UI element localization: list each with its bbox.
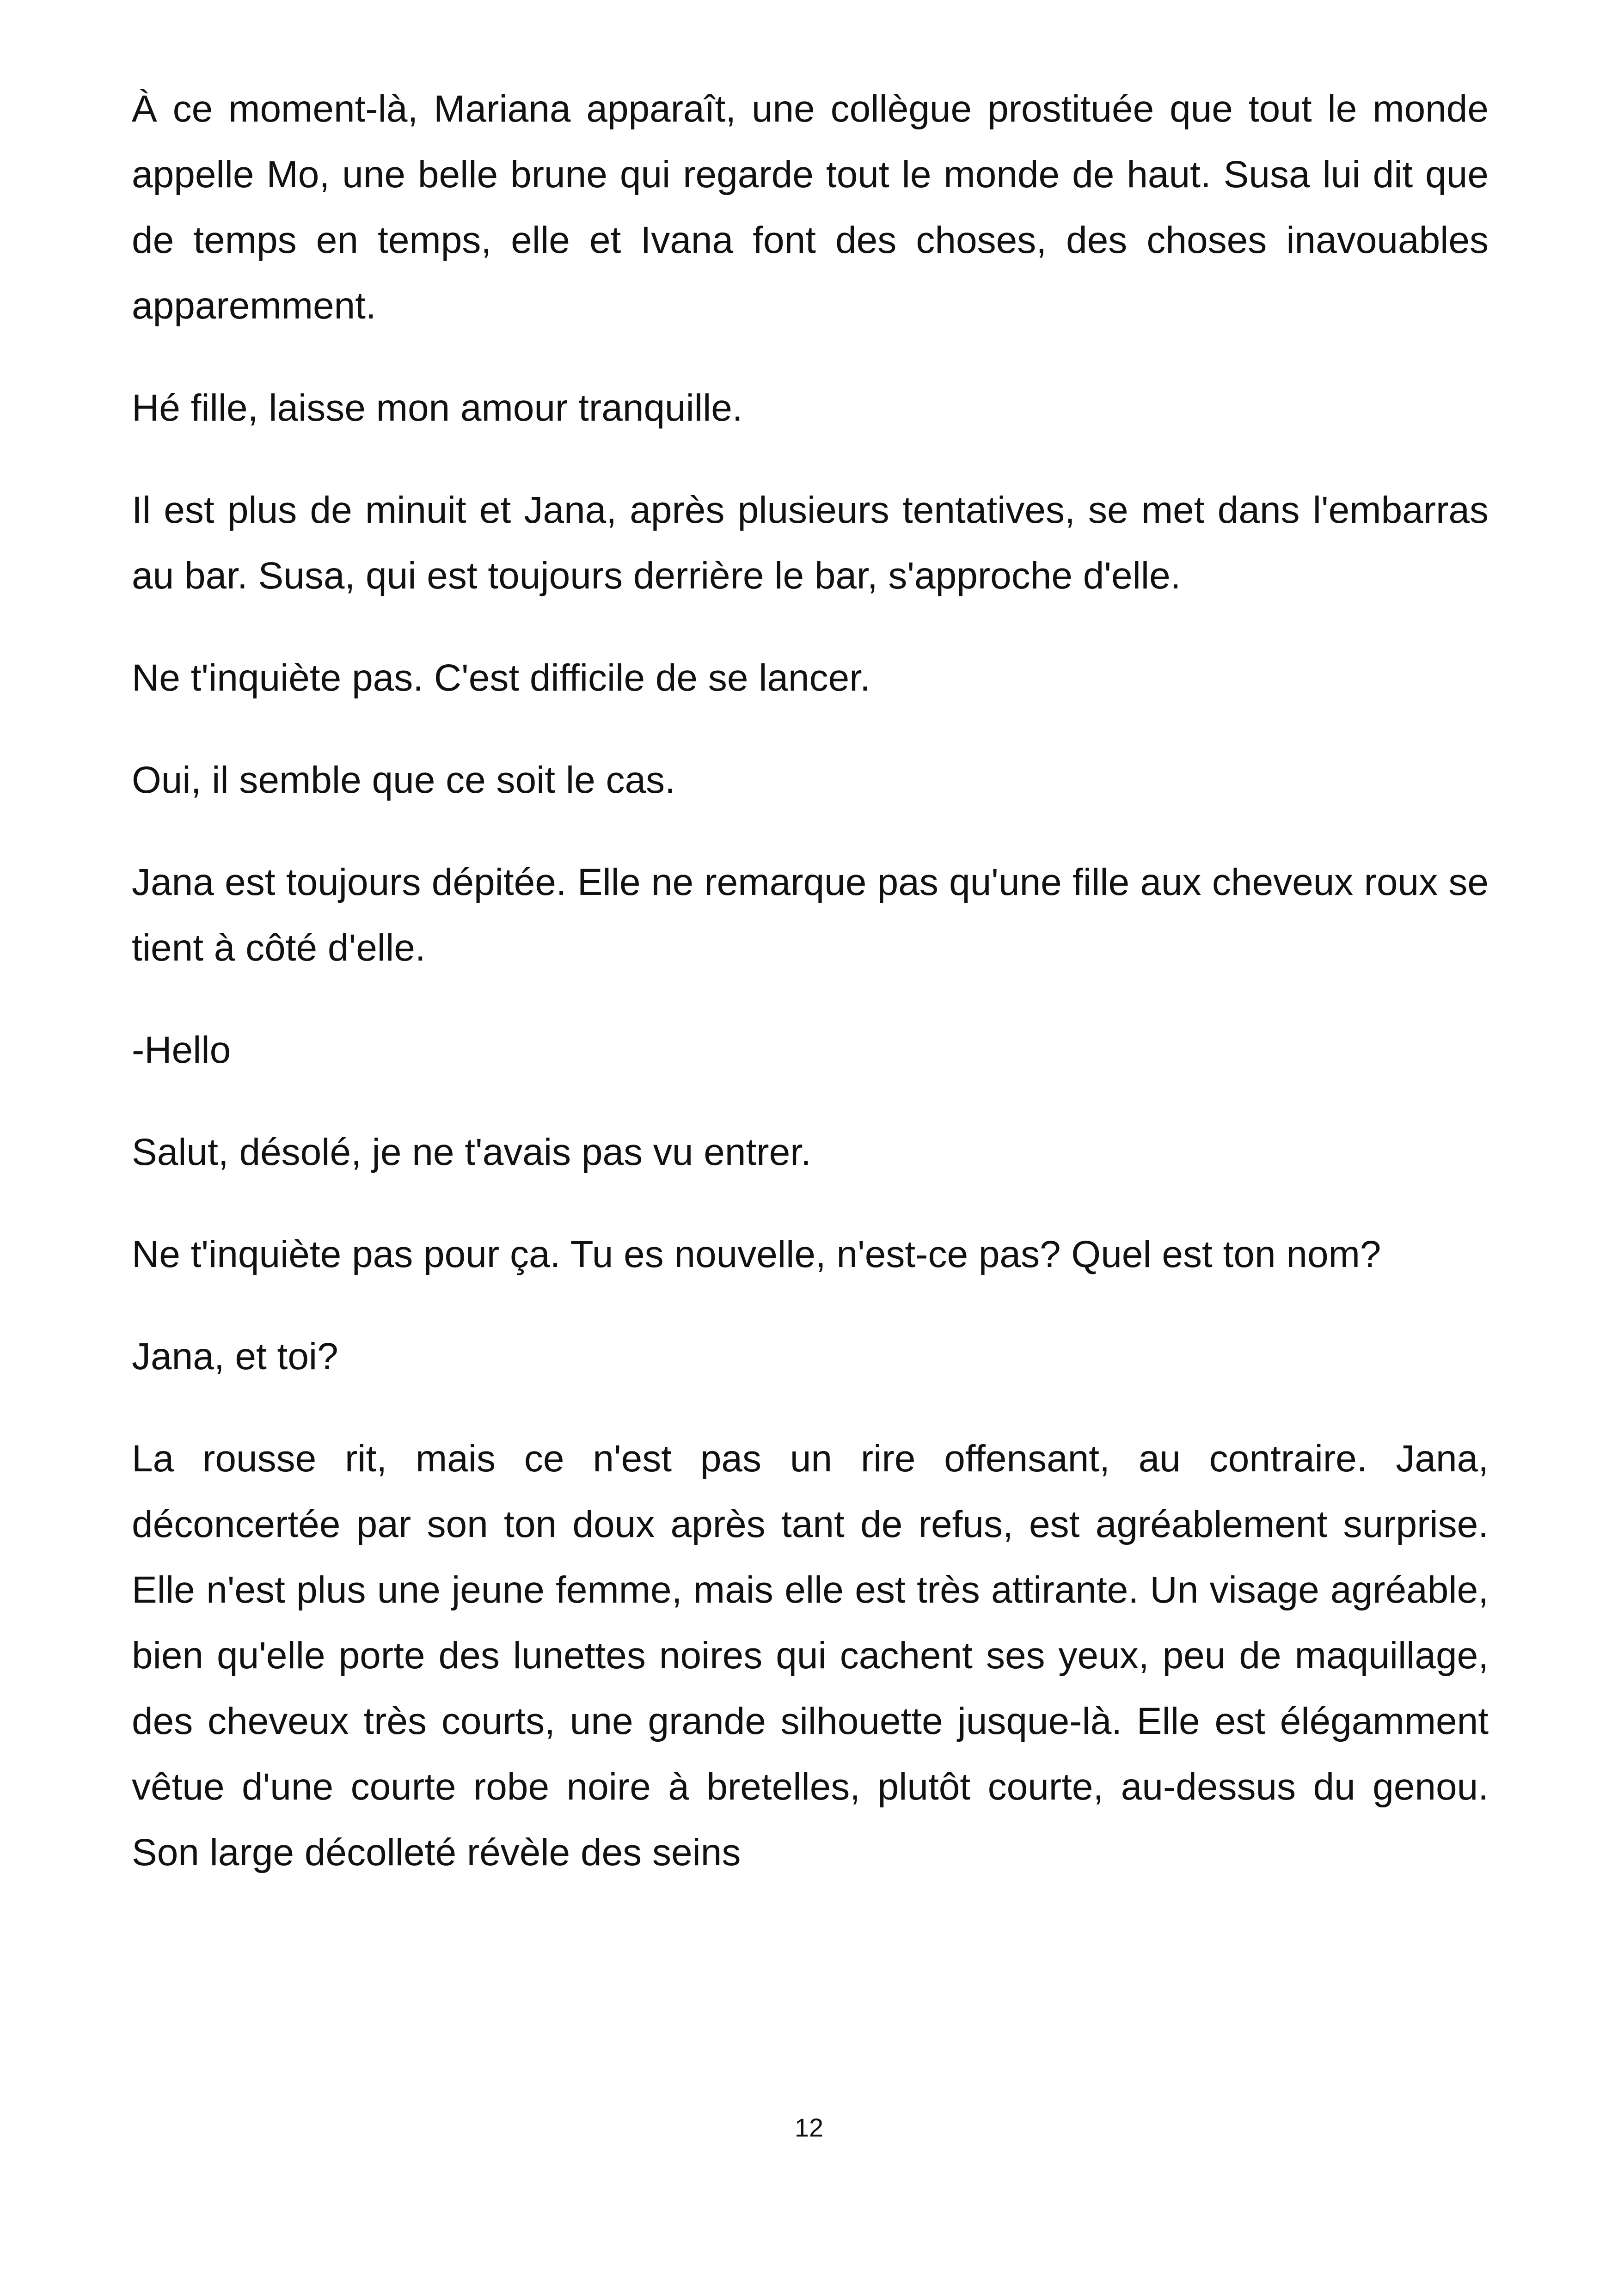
- paragraph-10: Jana, et toi?: [132, 1335, 338, 1378]
- paragraph-4: Ne t'inquiète pas. C'est difficile de se lancer.: [132, 657, 870, 699]
- paragraph-7: -Hello: [132, 1029, 231, 1071]
- body-text: [132, 76, 1489, 1922]
- paragraph-11: La rousse rit, mais ce n'est pas un rire offensant, au contraire. Jana, déconcertée par son ton doux après tant de refus, est agréablement surprise. Elle n'est plus une jeune femme, mais elle est très attirante. Un visage agréable, bien qu'elle porte des lunettes noires qui cachent ses yeux, peu de maquillage, des cheveux très courts, une grande silhouette jusque-là. Elle est élégamment vêtue d'une courte robe noire à bretelles, plutôt courte, au-dessus du genou. Son large décolleté révèle des seins: [132, 1438, 1489, 1874]
- paragraph-3: Il est plus de minuit et Jana, après plusieurs tentatives, se met dans l'embarras au bar. Susa, qui est toujours derrière le bar, s'approche d'elle.: [132, 489, 1489, 597]
- paragraph-2: Hé fille, laisse mon amour tranquille.: [132, 387, 743, 429]
- paragraph-6: Jana est toujours dépitée. Elle ne remarque pas qu'une fille aux cheveux roux se tient à côté d'elle.: [132, 861, 1489, 969]
- paragraph-9: Ne t'inquiète pas pour ça. Tu es nouvelle, n'est-ce pas? Quel est ton nom?: [132, 1233, 1381, 1275]
- paragraph-1: À ce moment-là, Mariana apparaît, une collègue prostituée que tout le monde appelle Mo, une belle brune qui regarde tout le monde de haut. Susa lui dit que de temps en temps, elle et Ivana font des choses, des choses inavouables apparemment.: [132, 88, 1489, 327]
- page-number: 12: [794, 2113, 824, 2142]
- paragraph-5: Oui, il semble que ce soit le cas.: [132, 759, 675, 801]
- paragraph-8: Salut, désolé, je ne t'avais pas vu entrer.: [132, 1131, 811, 1173]
